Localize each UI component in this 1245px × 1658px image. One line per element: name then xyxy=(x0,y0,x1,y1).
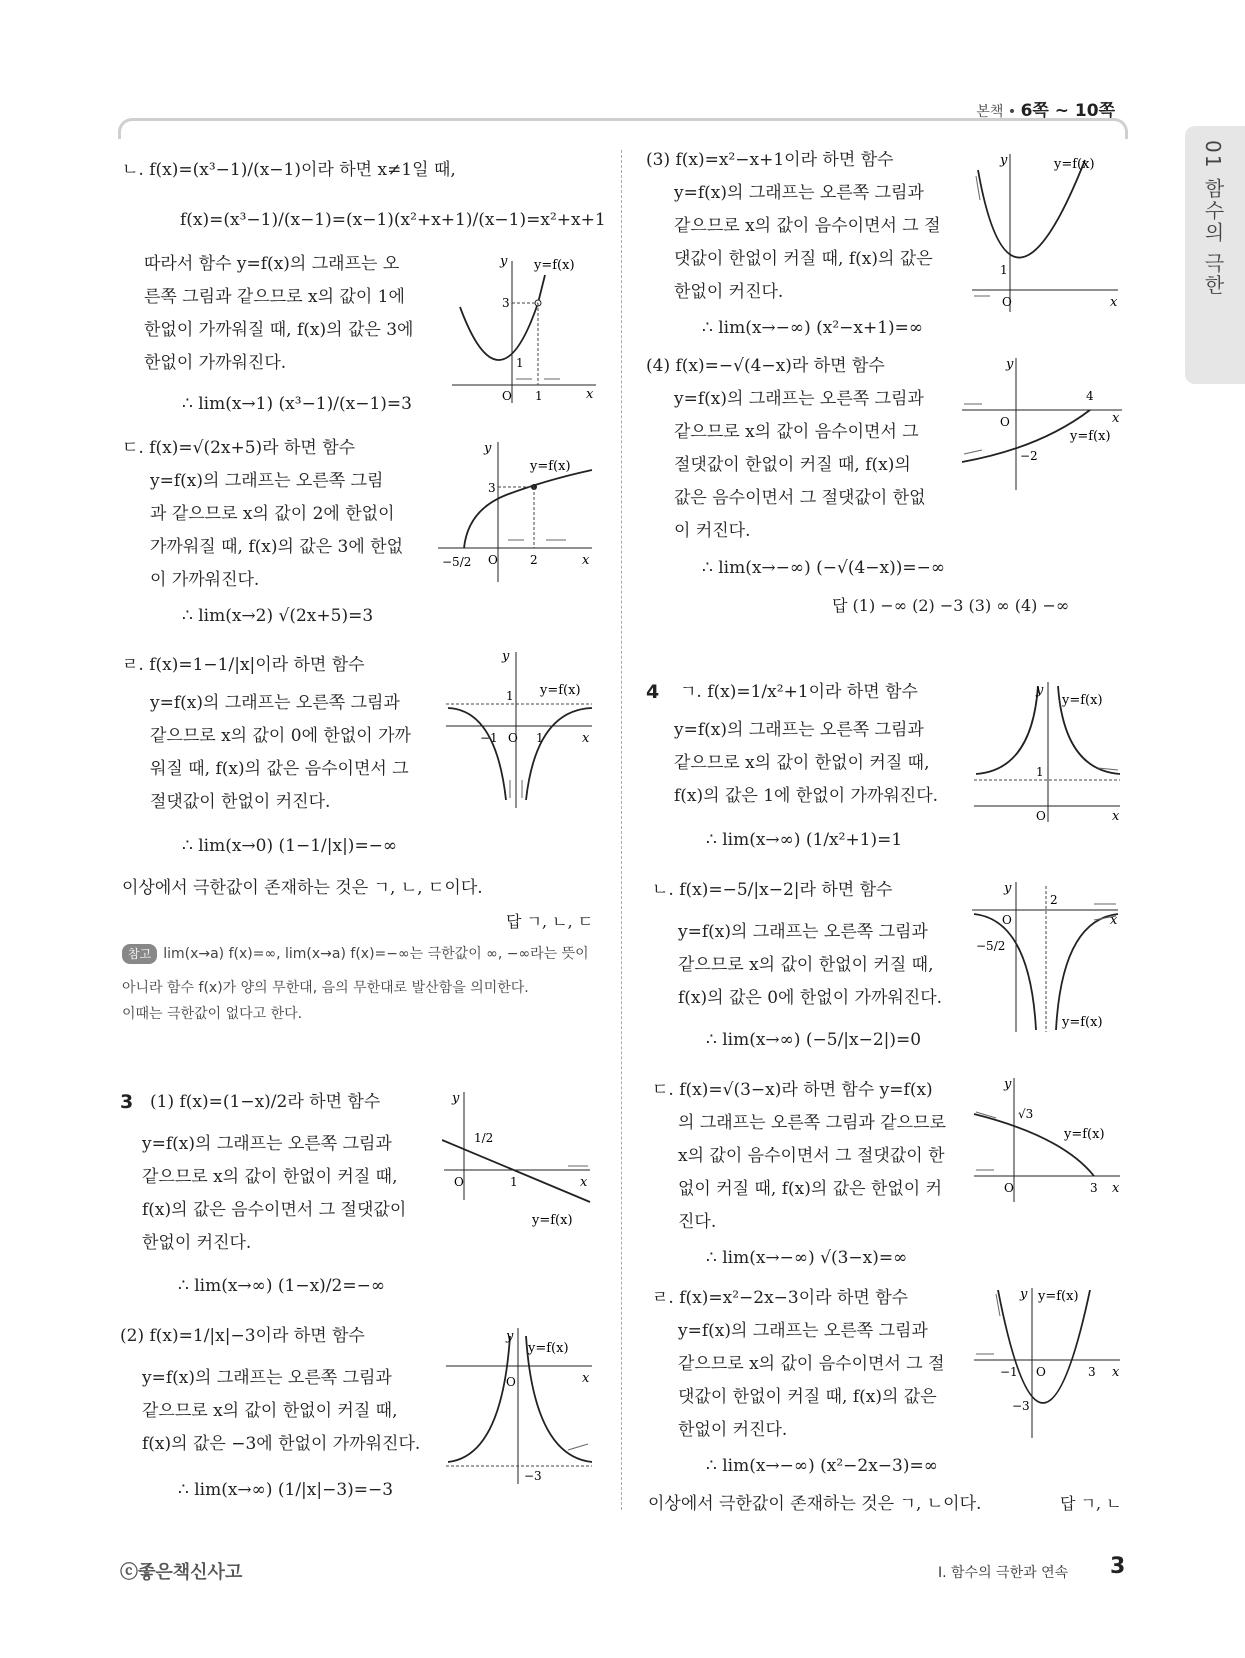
p3-line: 같으므로 x의 값이 한없이 커질 때, xyxy=(142,1167,398,1187)
p3-line: (1) f(x)=(1−x)/2라 하면 함수 xyxy=(150,1092,381,1112)
p4-line: ㄴ. f(x)=−5/|x−2|라 하면 함수 xyxy=(652,880,893,900)
label-o: O xyxy=(1000,415,1010,429)
left-line: 절댓값이 한없이 커진다. xyxy=(150,792,331,812)
footer-chapter: I. 함수의 극한과 연속 xyxy=(938,1565,1069,1581)
label-neg-one: −1 xyxy=(480,731,498,745)
label-x: x xyxy=(582,1371,590,1386)
right-line: y=f(x)의 그래프는 오른쪽 그림과 xyxy=(674,183,924,203)
label-three: 3 xyxy=(502,296,510,310)
label-fx: y=f(x) xyxy=(530,459,571,474)
label-fx: y=f(x) xyxy=(1038,1289,1079,1304)
p4-line: 없이 커질 때, f(x)의 값은 한없이 커 xyxy=(678,1179,943,1199)
label-x: x xyxy=(1112,1181,1120,1196)
right-line: (3) f(x)=x²−x+1이라 하면 함수 xyxy=(646,150,894,170)
label-one: 1 xyxy=(1036,765,1044,779)
p3-line: 같으므로 x의 값이 한없이 커질 때, xyxy=(142,1401,398,1421)
left-line: 른쪽 그림과 같으므로 x의 값이 1에 xyxy=(144,287,405,307)
left-line: 이상에서 극한값이 존재하는 것은 ㄱ, ㄴ, ㄷ이다. xyxy=(122,878,483,898)
label-one: 1 xyxy=(506,689,514,703)
label-fx: y=f(x) xyxy=(540,683,581,698)
label-fx: y=f(x) xyxy=(1062,693,1103,708)
p4-line: y=f(x)의 그래프는 오른쪽 그림과 xyxy=(678,922,928,942)
p4-line: 같으므로 x의 값이 음수이면서 그 절 xyxy=(678,1354,945,1374)
p4-line: ㄱ. f(x)=1/x²+1이라 하면 함수 xyxy=(680,682,918,702)
label-x: x xyxy=(1110,295,1118,310)
answer-box: 답 ㄱ, ㄴ, ㄷ xyxy=(506,912,594,931)
label-one: 1 xyxy=(510,1175,518,1189)
label-y: y xyxy=(500,255,508,269)
left-line: 한없이 가까워질 때, f(x)의 값은 3에 xyxy=(144,320,414,340)
p4-line: 이상에서 극한값이 존재하는 것은 ㄱ, ㄴ이다. xyxy=(648,1494,982,1514)
left-line: ㄹ. f(x)=1−1/|x|이라 하면 함수 xyxy=(122,655,365,675)
left-line: y=f(x)의 그래프는 오른쪽 그림 xyxy=(150,471,384,491)
p3-line: (2) f(x)=1/|x|−3이라 하면 함수 xyxy=(120,1326,365,1346)
p3-line: f(x)의 값은 음수이면서 그 절댓값이 xyxy=(142,1200,407,1220)
right-line: 절댓값이 한없이 커질 때, f(x)의 xyxy=(674,455,911,475)
column-divider xyxy=(621,150,622,1510)
problem-number: 3 xyxy=(120,1091,134,1113)
graph-parabola-hole xyxy=(450,255,600,405)
label-y: y xyxy=(452,1091,460,1106)
label-x: x xyxy=(580,1175,588,1190)
left-line: ∴ lim(x→1) (x³−1)/(x−1)=3 xyxy=(182,394,412,414)
label-one: 1 xyxy=(1000,263,1008,277)
p4-line: y=f(x)의 그래프는 오른쪽 그림과 xyxy=(674,720,924,740)
p4-line: 한없이 커진다. xyxy=(678,1420,788,1440)
graph-sqrt xyxy=(436,440,596,585)
left-line: 가까워질 때, f(x)의 값은 3에 한없 xyxy=(150,537,404,557)
label-y: y xyxy=(502,650,510,664)
label-o: O xyxy=(1036,1365,1046,1379)
right-line: 댓값이 한없이 커질 때, f(x)의 값은 xyxy=(674,249,933,269)
label-fx: y=f(x) xyxy=(1062,1015,1103,1030)
p4-line: y=f(x)의 그래프는 오른쪽 그림과 xyxy=(678,1321,928,1341)
label-one: 1 xyxy=(535,389,543,403)
left-line: 같으므로 x의 값이 0에 한없이 가까 xyxy=(150,726,411,746)
label-y: y xyxy=(1006,357,1014,372)
label-x: x xyxy=(1112,411,1120,426)
label-two: 2 xyxy=(530,553,538,567)
p4-line: 댓값이 한없이 커질 때, f(x)의 값은 xyxy=(678,1387,937,1407)
page-range-header: 본책 • 6쪽 ~ 10쪽 xyxy=(976,101,1115,121)
left-line: 워질 때, f(x)의 값은 음수이면서 그 xyxy=(150,759,409,779)
p4-line: ∴ lim(x→−∞) (x²−2x−3)=∞ xyxy=(706,1456,938,1476)
graph-parabola-roots xyxy=(972,1286,1122,1441)
footer-brand: ⓒ좋은책신사고 xyxy=(120,1562,243,1583)
graph-inv-square-plus-one xyxy=(972,680,1122,825)
p4-line: ∴ lim(x→∞) (1/x²+1)=1 xyxy=(706,830,903,850)
label-neg-two: −2 xyxy=(1020,449,1038,463)
p4-line: 의 그래프는 오른쪽 그림과 같으므로 xyxy=(678,1113,946,1133)
label-o: O xyxy=(1036,809,1046,823)
label-neg-five-half: −5/2 xyxy=(442,555,472,569)
label-sqrt3: √3 xyxy=(1018,1107,1034,1121)
label-o: O xyxy=(508,731,518,745)
graph-line xyxy=(442,1090,592,1230)
p3-line: ∴ lim(x→∞) (1/|x|−3)=−3 xyxy=(178,1480,394,1500)
right-line: 같으므로 x의 값이 음수이면서 그 xyxy=(674,422,919,442)
note-line: 이때는 극한값이 없다고 한다. xyxy=(122,1006,303,1022)
label-two: 2 xyxy=(1050,893,1058,907)
right-line: ∴ lim(x→−∞) (x²−x+1)=∞ xyxy=(702,318,924,338)
p4-line: ㄹ. f(x)=x²−2x−3이라 하면 함수 xyxy=(652,1288,909,1308)
right-line: 이 커진다. xyxy=(674,521,751,541)
p3-line: f(x)의 값은 −3에 한없이 가까워진다. xyxy=(142,1434,421,1454)
left-line: 한없이 가까워진다. xyxy=(144,353,287,373)
p3-line: y=f(x)의 그래프는 오른쪽 그림과 xyxy=(142,1134,392,1154)
p3-line: y=f(x)의 그래프는 오른쪽 그림과 xyxy=(142,1368,392,1388)
label-x: x xyxy=(586,387,594,402)
top-frame-line xyxy=(118,118,1128,139)
label-x: x xyxy=(1112,1365,1120,1380)
label-o: O xyxy=(1004,1181,1014,1195)
left-line: 이 가까워진다. xyxy=(150,570,260,590)
p4-line: f(x)의 값은 1에 한없이 가까워진다. xyxy=(674,786,939,806)
label-o: O xyxy=(1002,913,1012,927)
note-line: 참고 lim(x→a) f(x)=∞, lim(x→a) f(x)=−∞는 극한값이 ∞, −∞라는 뜻이 xyxy=(122,944,589,964)
note-badge: 참고 xyxy=(122,944,157,964)
graph-inv-abs-minus-three xyxy=(444,1326,596,1486)
label-neg-three: −3 xyxy=(1012,1399,1030,1413)
label-x: x xyxy=(582,553,590,568)
label-x: x xyxy=(1112,809,1120,824)
label-half: 1/2 xyxy=(474,1131,494,1145)
chapter-side-tab[interactable]: 01 함수의 극한 xyxy=(1185,126,1245,384)
left-line: f(x)=(x³−1)/(x−1)=(x−1)(x²+x+1)/(x−1)=x²+x+1 xyxy=(180,210,606,230)
left-line: ∴ lim(x→2) √(2x+5)=3 xyxy=(182,606,374,626)
label-fx: y=f(x) xyxy=(1054,157,1095,172)
graph-neg-inv-abs xyxy=(970,880,1122,1035)
label-one: 1 xyxy=(536,731,544,745)
label-neg-three: −3 xyxy=(524,1469,542,1483)
p4-line: f(x)의 값은 0에 한없이 가까워진다. xyxy=(678,988,943,1008)
left-line: 과 같으므로 x의 값이 2에 한없이 xyxy=(150,504,395,524)
label-fx: y=f(x) xyxy=(534,258,575,273)
label-y: y xyxy=(1004,1077,1012,1092)
label-one: 1 xyxy=(516,356,524,370)
label-o: O xyxy=(454,1175,464,1189)
label-x: x xyxy=(582,731,590,746)
label-y: y xyxy=(484,441,492,456)
label-y: y xyxy=(1020,1287,1028,1302)
label-three: 3 xyxy=(488,481,496,495)
note-line: 아니라 함수 f(x)가 양의 무한대, 음의 무한대로 발산함을 의미한다. xyxy=(122,980,529,996)
label-neg-five-half: −5/2 xyxy=(976,939,1006,953)
problem-number: 4 xyxy=(646,681,660,703)
right-line: 값은 음수이면서 그 절댓값이 한없 xyxy=(674,488,926,508)
graph-parabola-right xyxy=(970,150,1120,315)
left-line: y=f(x)의 그래프는 오른쪽 그림과 xyxy=(150,693,400,713)
right-line: 한없이 커진다. xyxy=(674,282,784,302)
label-four: 4 xyxy=(1086,389,1094,403)
label-y: y xyxy=(1004,881,1012,896)
p4-line: x의 값이 음수이면서 그 절댓값이 한 xyxy=(678,1146,945,1166)
label-y: y xyxy=(506,1329,514,1344)
right-line: 같으므로 x의 값이 음수이면서 그 절 xyxy=(674,216,941,236)
p4-line: 같으므로 x의 값이 한없이 커질 때, xyxy=(678,955,934,975)
graph-sqrt-three-minus-x xyxy=(972,1076,1122,1206)
left-line: ∴ lim(x→0) (1−1/|x|)=−∞ xyxy=(182,836,398,856)
label-y: y xyxy=(1036,683,1044,698)
p4-line: ∴ lim(x→−∞) √(3−x)=∞ xyxy=(706,1248,908,1268)
p4-line: ㄷ. f(x)=√(3−x)라 하면 함수 y=f(x) xyxy=(652,1080,933,1100)
label-three: 3 xyxy=(1090,1181,1098,1195)
graph-neg-sqrt xyxy=(960,356,1125,496)
left-line: ㄷ. f(x)=√(2x+5)라 하면 함수 xyxy=(122,438,356,458)
label-fx: y=f(x) xyxy=(528,1341,569,1356)
label-fx: y=f(x) xyxy=(1064,1127,1105,1142)
label-o: O xyxy=(506,1375,516,1389)
p4-line: ∴ lim(x→∞) (−5/|x−2|)=0 xyxy=(706,1030,922,1050)
label-x: x xyxy=(1110,913,1118,928)
right-line: y=f(x)의 그래프는 오른쪽 그림과 xyxy=(674,389,924,409)
p3-line: ∴ lim(x→∞) (1−x)/2=−∞ xyxy=(178,1276,385,1296)
graph-one-minus-inv-abs xyxy=(444,650,596,810)
label-neg-one: −1 xyxy=(1000,1365,1018,1379)
label-three: 3 xyxy=(1088,1365,1096,1379)
answer-box: 답 (1) −∞ (2) −3 (3) ∞ (4) −∞ xyxy=(832,596,1070,615)
label-o: O xyxy=(1002,295,1012,309)
answer-box: 답 ㄱ, ㄴ xyxy=(1060,1494,1122,1513)
p4-line: 같으므로 x의 값이 한없이 커질 때, xyxy=(674,753,930,773)
right-line: (4) f(x)=−√(4−x)라 하면 함수 xyxy=(646,356,885,376)
left-line: 따라서 함수 y=f(x)의 그래프는 오 xyxy=(144,254,400,274)
p4-line: 진다. xyxy=(678,1212,717,1232)
p3-line: 한없이 커진다. xyxy=(142,1233,252,1253)
label-y: y xyxy=(1000,153,1008,168)
left-line: ㄴ. f(x)=(x³−1)/(x−1)이라 하면 x≠1일 때, xyxy=(122,160,456,180)
label-o: O xyxy=(502,389,512,403)
page-number: 3 xyxy=(1110,1554,1126,1579)
label-fx: y=f(x) xyxy=(1070,429,1111,444)
right-line: ∴ lim(x→−∞) (−√(4−x))=−∞ xyxy=(702,558,946,578)
label-fx: y=f(x) xyxy=(532,1213,573,1228)
label-o: O xyxy=(488,553,498,567)
